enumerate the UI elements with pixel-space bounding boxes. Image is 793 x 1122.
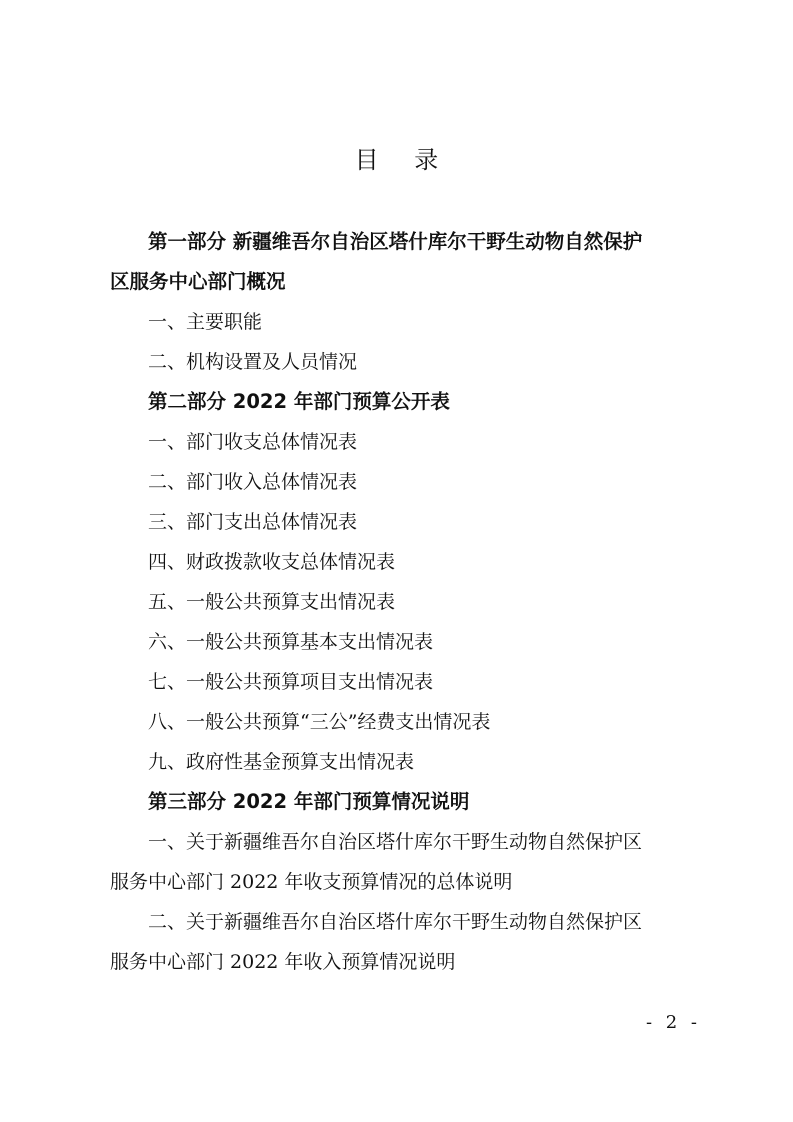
toc-item: 一、主要职能: [148, 311, 263, 333]
toc-item-line2: 服务中心部门 2022 年收入预算情况说明: [110, 951, 456, 973]
toc-item: 二、机构设置及人员情况: [148, 351, 358, 373]
table-of-contents: [110, 222, 702, 982]
toc-item: 四、财政拨款收支总体情况表: [148, 551, 396, 573]
toc-item: 八、一般公共预算“三公”经费支出情况表: [148, 711, 491, 733]
toc-item: 二、部门收入总体情况表: [148, 471, 358, 493]
toc-item: 九、政府性基金预算支出情况表: [148, 751, 415, 773]
toc-item-line2: 服务中心部门 2022 年收支预算情况的总体说明: [110, 871, 513, 893]
toc-item-line1: 一、关于新疆维吾尔自治区塔什库尔干野生动物自然保护区: [148, 831, 643, 853]
page-title: 目 录: [354, 146, 453, 174]
toc-item: 一、部门收支总体情况表: [148, 431, 358, 453]
part1-title-line1: 第一部分 新疆维吾尔自治区塔什库尔干野生动物自然保护: [148, 230, 643, 253]
part2-title: 第二部分 2022 年部门预算公开表: [148, 390, 450, 413]
part1-title-line2: 区服务中心部门概况: [110, 270, 286, 293]
toc-item-line1: 二、关于新疆维吾尔自治区塔什库尔干野生动物自然保护区: [148, 911, 643, 933]
toc-item: 五、一般公共预算支出情况表: [148, 591, 396, 613]
toc-item: 六、一般公共预算基本支出情况表: [148, 631, 434, 653]
part3-title: 第三部分 2022 年部门预算情况说明: [148, 790, 470, 813]
toc-item: 七、一般公共预算项目支出情况表: [148, 671, 434, 693]
toc-item: 三、部门支出总体情况表: [148, 511, 358, 533]
page-number: - 2 -: [645, 1012, 701, 1033]
